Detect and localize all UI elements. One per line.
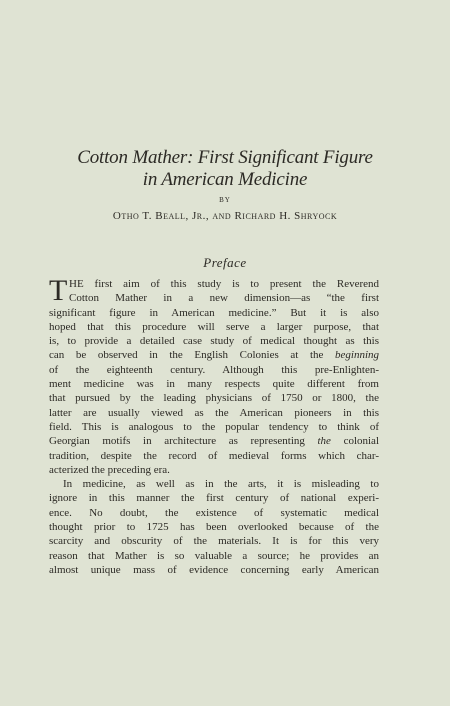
body-line: reason that Mather is so valuable a source; he provides an bbox=[49, 549, 379, 562]
body-line: tradition, despite the record of medieval forms which char- bbox=[49, 449, 379, 462]
emphasis-text: beginning bbox=[335, 349, 379, 362]
body-line: In medicine, as well as in the arts, it is misleading to bbox=[63, 478, 379, 491]
body-line: of the eighteenth century. Although this pre-Enlighten- bbox=[49, 363, 379, 376]
byline-authors: Otho T. Beall, Jr., and Richard H. Shryock bbox=[112, 210, 338, 222]
body-line: almost unique mass of evidence concerning early American bbox=[49, 563, 379, 576]
byline-by: BY bbox=[219, 196, 231, 204]
emphasis-text: the bbox=[317, 435, 331, 448]
body-line bbox=[49, 434, 379, 448]
body-line: HE first aim of this study is to present the Reverend bbox=[69, 278, 379, 290]
body-line: thought prior to 1725 has been overlooked because of the bbox=[49, 521, 379, 534]
section-heading-preface: Preface bbox=[203, 255, 247, 270]
body-line: hoped that this procedure will serve a larger purpose, that bbox=[49, 320, 379, 333]
body-line: scarcity and obscurity of the materials. It is for this very bbox=[49, 535, 379, 548]
preface-body bbox=[49, 274, 379, 577]
body-text: Georgian motifs in architecture as representing bbox=[49, 435, 318, 448]
body-line: is, to provide a detailed case study of medical thought as this bbox=[49, 335, 379, 348]
body-line: Cotton Mather in a new dimension—as “the first bbox=[69, 292, 379, 305]
body-line: acterized the preceding era. bbox=[49, 463, 170, 476]
body-line: ence. No doubt, the existence of systematic medical bbox=[49, 506, 379, 519]
body-line bbox=[49, 348, 379, 362]
body-line: latter are usually viewed as the American pioneers in this bbox=[49, 406, 379, 419]
body-line: significant figure in American medicine.” But it is also bbox=[49, 306, 379, 319]
body-text: can be observed in the English Colonies at the bbox=[49, 349, 335, 362]
body-line: that pursued by the leading physicians of 1750 or 1800, the bbox=[49, 392, 379, 405]
body-line: ignore in this manner the first century of national experi- bbox=[49, 492, 379, 505]
article-title-line-2: in American Medicine bbox=[142, 169, 308, 190]
article-title-line-1: Cotton Mather: First Significant Figure bbox=[77, 147, 373, 168]
body-line: ment medicine was in many respects quite different from bbox=[49, 378, 379, 391]
body-text: colonial bbox=[330, 435, 379, 448]
drop-cap: T bbox=[49, 274, 68, 307]
body-line: field. This is analogous to the popular tendency to think of bbox=[49, 420, 379, 433]
